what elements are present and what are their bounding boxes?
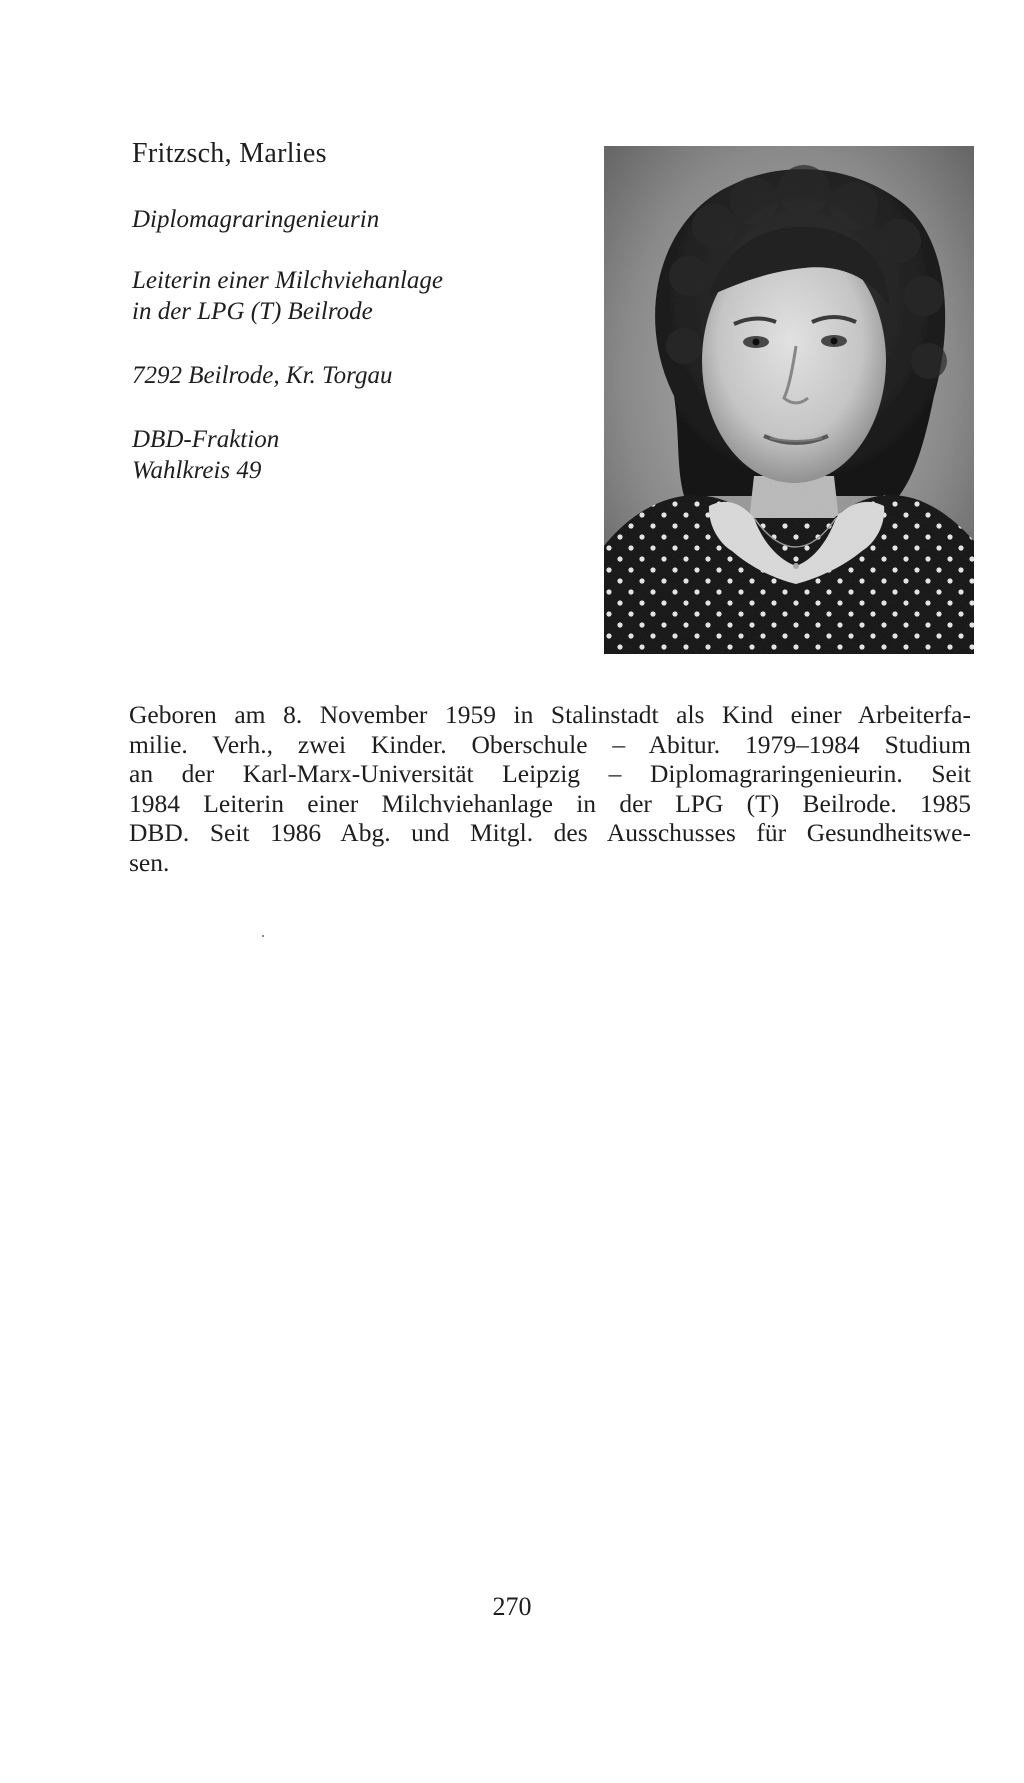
biography-line: 1984 Leiterin einer Milchviehanlage in der LPG (T) Beilrode. 1985 bbox=[129, 788, 971, 818]
portrait-photo-icon bbox=[604, 146, 974, 654]
biography-line: sen. bbox=[129, 847, 170, 877]
position-line: in der LPG (T) Beilrode bbox=[132, 298, 373, 325]
profession-line: Diplomagraringenieurin bbox=[132, 206, 380, 233]
biography-line: an der Karl-Marx-Universität Leipzig – Diplomagraringenieurin. Seit bbox=[129, 759, 971, 788]
position-line: Leiterin einer Milchviehanlage bbox=[132, 267, 444, 294]
constituency-line: Wahlkreis 49 bbox=[132, 457, 262, 484]
entry-faction bbox=[132, 424, 279, 486]
entry-profession bbox=[132, 204, 379, 235]
entry-name: Fritzsch, Marlies bbox=[132, 138, 327, 169]
print-speck bbox=[262, 935, 264, 937]
entry-position bbox=[132, 265, 443, 327]
biography-line: milie. Verh., zwei Kinder. Oberschule – Abitur. 1979–1984 Studium bbox=[129, 729, 971, 759]
biography bbox=[129, 700, 971, 877]
biography-line: Geboren am 8. November 1959 in Stalinstadt als Kind einer Arbeiterfa- bbox=[129, 700, 971, 729]
page-number: 270 bbox=[492, 1592, 532, 1621]
faction-line: DBD-Fraktion bbox=[132, 426, 280, 453]
address-line: 7292 Beilrode, Kr. Torgau bbox=[132, 362, 393, 389]
entry-address bbox=[132, 360, 392, 391]
biography-line: DBD. Seit 1986 Abg. und Mitgl. des Ausschusses für Gesundheitswe- bbox=[129, 818, 971, 847]
